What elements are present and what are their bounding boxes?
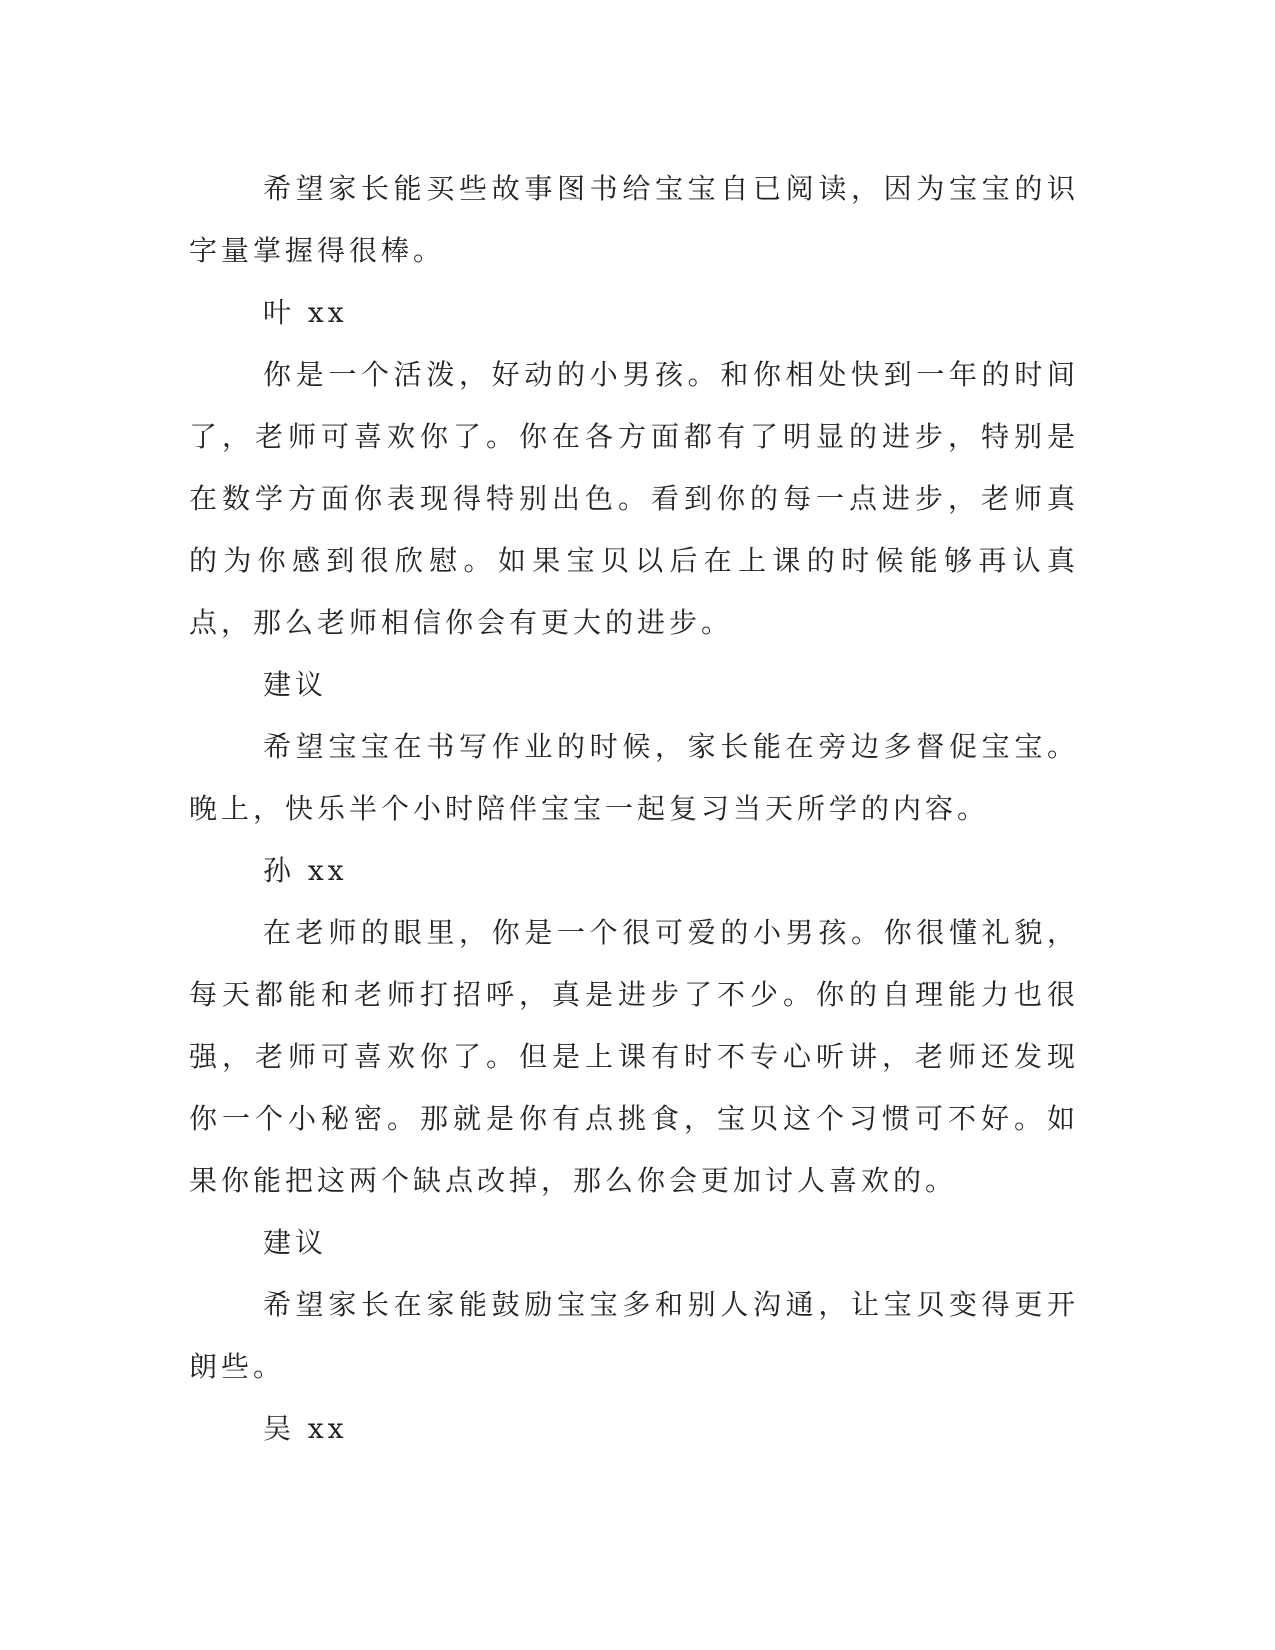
comment-paragraph: 在老师的眼里，你是一个很可爱的小男孩。你很懂礼貌，每天都能和老师打招呼，真是进步了不少。你的自理能力也很强，老师可喜欢你了。但是上课有时不专心听讲，老师还发现你一个小秘密。那就是你有点挑食，宝贝这个习惯可不好。如果你能把这两个缺点改掉，那么你会更加讨人喜欢的。 <box>189 916 1079 1197</box>
suggestion-label: 建议 <box>263 668 328 701</box>
suggestion-paragraph: 希望家长能买些故事图书给宝宝自已阅读，因为宝宝的识字量掌握得很棒。 <box>189 172 1079 267</box>
document-body <box>189 158 1079 1460</box>
student-name: 吴 xx <box>263 1412 348 1445</box>
suggestion-paragraph: 希望家长在家能鼓励宝宝多和别人沟通，让宝贝变得更开朗些。 <box>189 1288 1079 1383</box>
student-name: 孙 xx <box>263 854 348 887</box>
suggestion-paragraph: 希望宝宝在书写作业的时候，家长能在旁边多督促宝宝。晚上，快乐半个小时陪伴宝宝一起复习当天所学的内容。 <box>189 730 1079 825</box>
suggestion-label: 建议 <box>263 1226 328 1259</box>
comment-paragraph: 你是一个活泼，好动的小男孩。和你相处快到一年的时间 了，老师可喜欢你了。你在各方面都有了明显的进步，特别是在数学方面你表现得特别出色。看到你的每一点进步，老师真的为你感到很欣慰。如果宝贝以后在上课的时候能够再认真点，那么老师相信你会有更大的进步。 <box>189 358 1079 639</box>
student-name: 叶 xx <box>263 296 348 329</box>
